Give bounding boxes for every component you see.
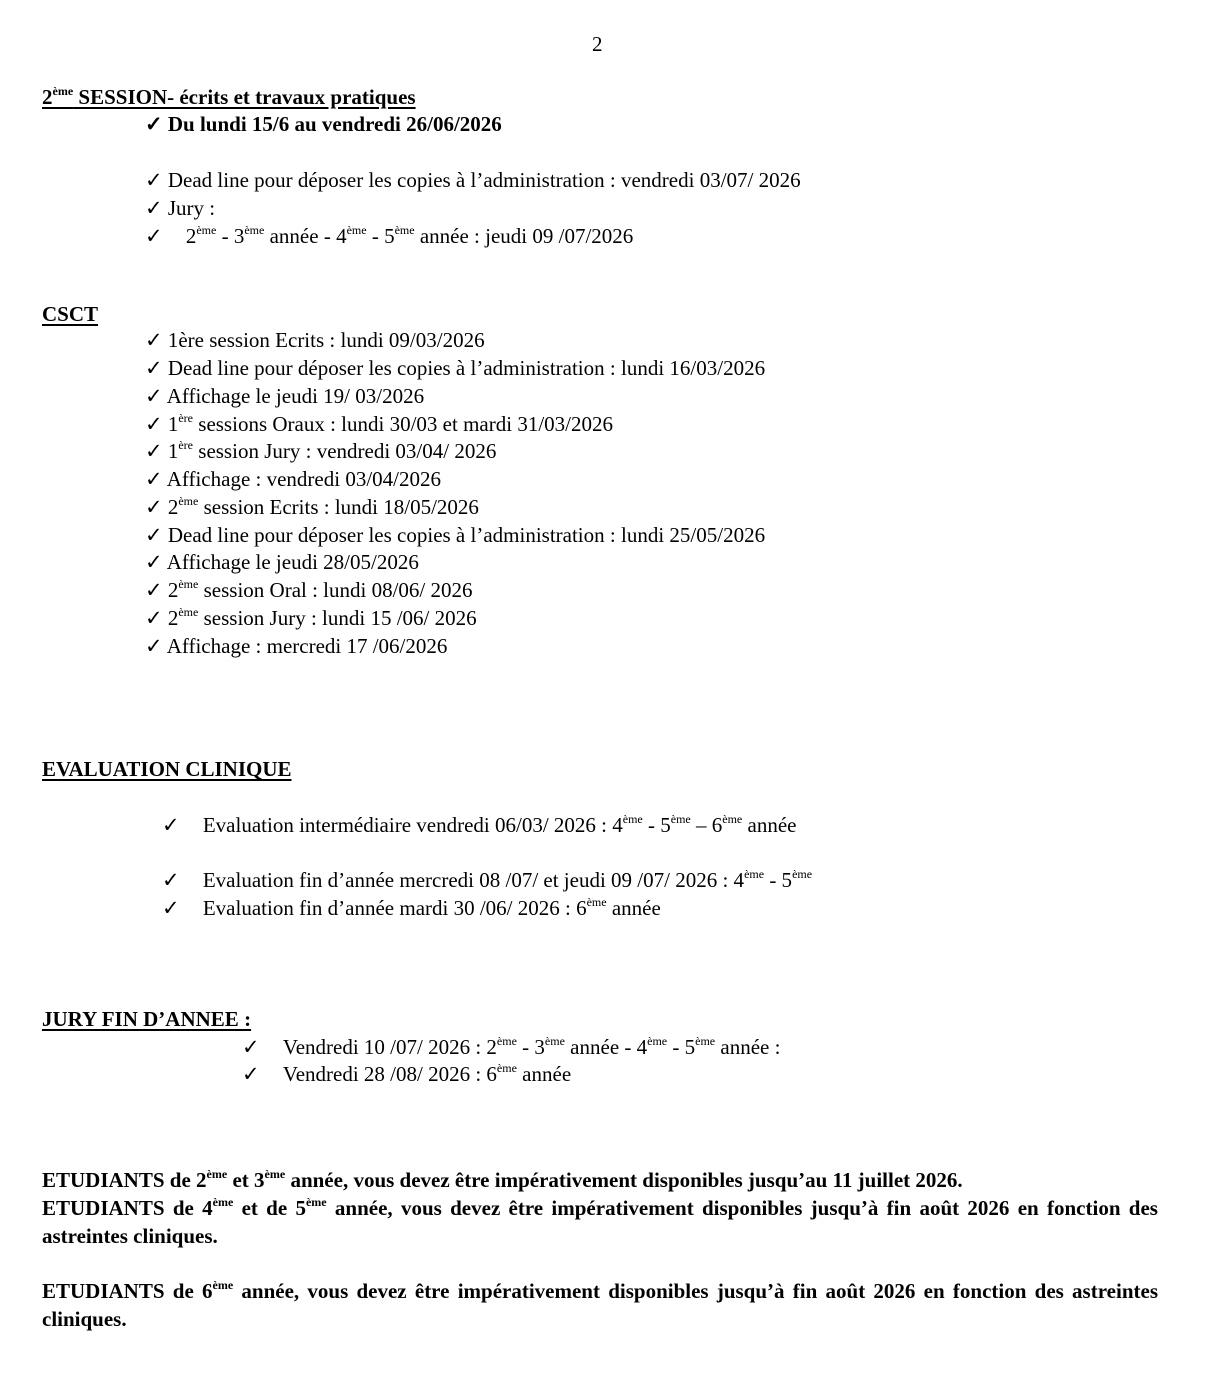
session2-dates: ✓ Du lundi 15/6 au vendredi 26/06/2026 <box>145 112 502 136</box>
list-item: ✓ 1ère session Ecrits : lundi 09/03/2026 <box>145 328 485 352</box>
notice-students-2-3: ETUDIANTS de 2ème et 3ème année, vous devez être impérativement disponibles jusqu’au 11 juillet 2026. <box>42 1167 963 1192</box>
session2-jury: ✓ Jury : <box>145 196 216 220</box>
check-icon: ✓ <box>162 813 180 837</box>
check-icon: ✓ <box>145 196 163 220</box>
list-item: ✓ Affichage le jeudi 28/05/2026 <box>145 550 419 574</box>
notice-students-4-5: ETUDIANTS de 4ème et de 5ème année, vous devez être impérativement disponibles jusqu’à fin août 2026 en fonction des astreintes cliniques. <box>42 1195 1158 1248</box>
list-item: ✓ 1ère sessions Oraux : lundi 30/03 et mardi 31/03/2026 <box>145 411 613 436</box>
session2-jury-date: ✓ 2ème - 3ème année - 4ème - 5ème année : jeudi 09 /07/2026 <box>145 223 634 248</box>
session2-deadline: ✓ Dead line pour déposer les copies à l’administration : vendredi 03/07/ 2026 <box>145 168 801 192</box>
list-item: ✓ Affichage : vendredi 03/04/2026 <box>145 467 441 491</box>
check-icon: ✓ <box>242 1035 260 1059</box>
eval-final-4-5: ✓ Evaluation fin d’année mercredi 08 /07/ et jeudi 09 /07/ 2026 : 4ème - 5ème <box>162 867 813 892</box>
check-icon: ✓ <box>162 868 180 892</box>
check-icon: ✓ <box>162 896 180 920</box>
check-icon: ✓ <box>145 224 163 248</box>
check-icon: ✓ <box>242 1062 260 1086</box>
list-item: ✓ 1ère session Jury : vendredi 03/04/ 2026 <box>145 438 497 463</box>
list-item: ✓ Dead line pour déposer les copies à l’administration : lundi 16/03/2026 <box>145 356 766 380</box>
list-item: ✓ Affichage : mercredi 17 /06/2026 <box>145 634 448 658</box>
check-icon: ✓ <box>145 112 163 136</box>
list-item: ✓ Affichage le jeudi 19/ 03/2026 <box>145 384 425 408</box>
list-item: ✓ 2ème session Oral : lundi 08/06/ 2026 <box>145 577 473 602</box>
eval-heading: EVALUATION CLINIQUE <box>42 757 292 781</box>
list-item: ✓ 2ème session Ecrits : lundi 18/05/2026 <box>145 494 479 519</box>
session2-heading: 2ème SESSION- écrits et travaux pratiques <box>42 84 416 109</box>
eval-final-6: ✓ Evaluation fin d’année mardi 30 /06/ 2026 : 6ème année <box>162 895 661 920</box>
jury-heading: JURY FIN D’ANNEE : <box>42 1007 252 1031</box>
list-item: ✓ 2ème session Jury : lundi 15 /06/ 2026 <box>145 605 477 630</box>
list-item: ✓ Dead line pour déposer les copies à l’administration : lundi 25/05/2026 <box>145 523 766 547</box>
check-icon: ✓ <box>145 168 163 192</box>
eval-intermediate: ✓ Evaluation intermédiaire vendredi 06/03/ 2026 : 4ème - 5ème – 6ème année <box>162 812 797 837</box>
notice-students-6: ETUDIANTS de 6ème année, vous devez être impérativement disponibles jusqu’à fin août 2026 en fonction des astreintes cliniques. <box>42 1278 1158 1331</box>
csct-heading: CSCT <box>42 302 99 326</box>
page-number: 2 <box>592 32 603 56</box>
jury-line-2: ✓ Vendredi 28 /08/ 2026 : 6ème année <box>242 1061 572 1086</box>
jury-line-1: ✓ Vendredi 10 /07/ 2026 : 2ème - 3ème année - 4ème - 5ème année : <box>242 1034 781 1059</box>
